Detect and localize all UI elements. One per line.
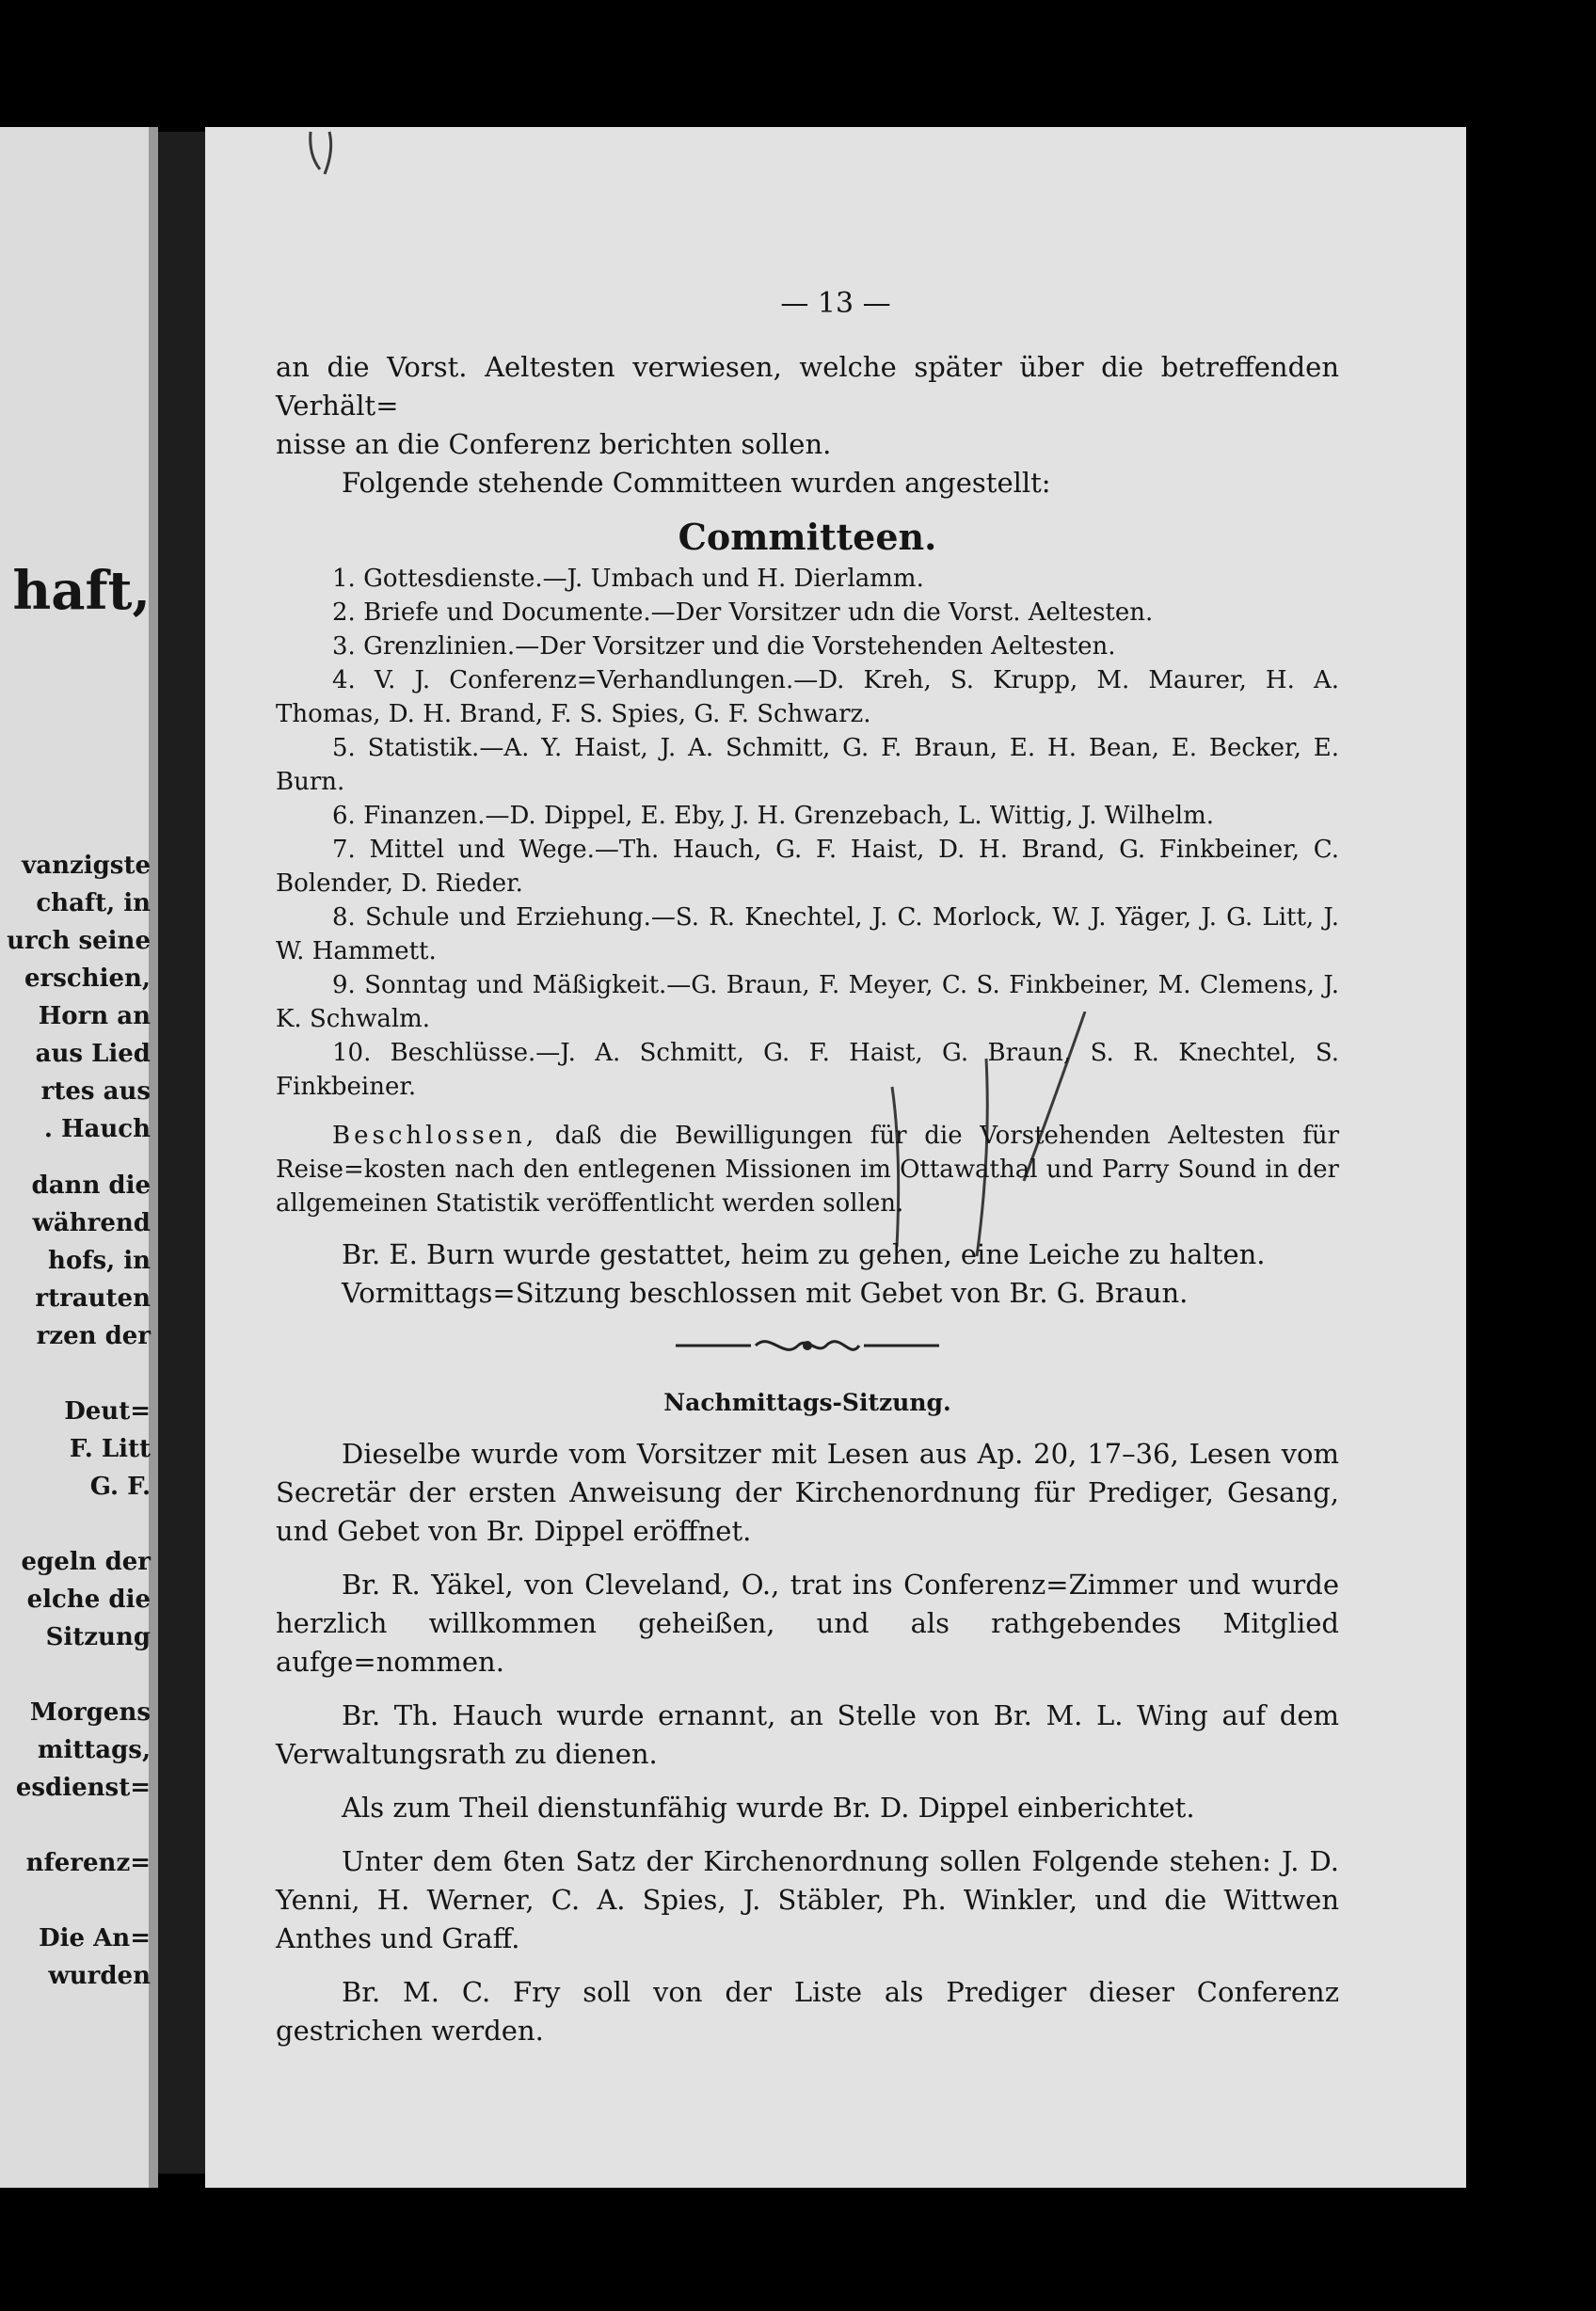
paragraph: Br. R. Yäkel, von Cleveland, O., trat ins Conferenz=Zimmer und wurde herzlich willkommen geheißen, und als rathgebendes Mitglied aufge=nommen. [276, 1569, 1339, 1678]
left-fragment: mittags, [37, 1736, 151, 1764]
committees-heading: Committeen. [678, 516, 937, 558]
page-fold [149, 127, 158, 2188]
resolution-word: Beschlossen, [332, 1122, 538, 1150]
intro-line: an die Vorst. Aeltesten verwiesen, welche später über die betreffenden Verhält= [276, 351, 1339, 422]
intro-line: nisse an die Conferenz berichten sollen. [276, 428, 832, 460]
left-fragment: während [32, 1209, 151, 1237]
left-fragment: . Hauch [43, 1115, 151, 1143]
resolution-text: daß die Bewilligungen für die Vorstehenden Aeltesten für Reise=kosten nach den entlegenen Missionen im Ottawathal und Parry Sound in der allgemeinen Statistik veröffentlicht werden sollen. [276, 1122, 1340, 1218]
page-number: — 13 — [780, 287, 891, 320]
left-fragment: esdienst= [15, 1774, 151, 1802]
paragraph: Br. Th. Hauch wurde ernannt, an Stelle von Br. M. L. Wing auf dem Verwaltungsrath zu dienen. [276, 1699, 1339, 1770]
page-body [276, 348, 1339, 2050]
ornament-divider [276, 1331, 1339, 1370]
left-fragment: elche die [26, 1586, 151, 1614]
resolution-paragraph [276, 1119, 1339, 1220]
list-item: 1. Gottesdienste.—J. Umbach und H. Dierlamm. [332, 565, 924, 593]
paragraph: Als zum Theil dienstunfähig wurde Br. D. Dippel einberichtet. [342, 1792, 1195, 1824]
left-page-fragment [0, 127, 158, 2188]
list-item: 5. Statistik.—A. Y. Haist, J. A. Schmitt, G. F. Braun, E. H. Bean, E. Becker, E. Burn. [276, 734, 1339, 796]
left-fragment: chaft, in [36, 889, 151, 917]
left-fragment: dann die [31, 1171, 151, 1200]
left-fragment: urch seine [7, 927, 151, 955]
left-fragment: Morgens [29, 1698, 151, 1727]
left-fragment: G. F. [89, 1473, 151, 1501]
list-item: 4. V. J. Conferenz=Verhandlungen.—D. Kreh, S. Krupp, M. Maurer, H. A. Thomas, D. H. Brand, F. S. Spies, G. F. Schwarz. [276, 666, 1339, 728]
list-item: 7. Mittel und Wege.—Th. Hauch, G. F. Haist, D. H. Brand, G. Finkbeiner, C. Bolender, D. Rieder. [276, 836, 1339, 898]
left-fragment: Sitzung [45, 1623, 151, 1651]
book-gutter [158, 132, 205, 2174]
left-fragment: rtrauten [35, 1284, 151, 1313]
committee-list [276, 562, 1339, 1220]
paragraph: Vormittags=Sitzung beschlossen mit Gebet von Br. G. Braun. [342, 1277, 1189, 1309]
left-fragment: Die An= [39, 1924, 151, 1952]
paragraph: Br. M. C. Fry soll von der Liste als Prediger dieser Conferenz gestrichen werden. [276, 1976, 1339, 2047]
left-fragment: Deut= [64, 1397, 151, 1426]
left-fragment: wurden [48, 1962, 151, 1990]
afternoon-session-heading: Nachmittags-Sitzung. [663, 1389, 951, 1416]
list-item: 6. Finanzen.—D. Dippel, E. Eby, J. H. Grenzebach, L. Wittig, J. Wilhelm. [332, 802, 1215, 830]
left-fragment: Horn an [38, 1002, 151, 1030]
paragraph: Unter dem 6ten Satz der Kirchenordnung sollen Folgende stehen: J. D. Yenni, H. Werner, C. A. Spies, J. Stäbler, Ph. Winkler, und die Wittwen Anthes und Graff. [276, 1845, 1339, 1954]
left-fragment: rzen der [36, 1322, 151, 1350]
left-fragment: F. Litt [69, 1435, 151, 1463]
left-fragment: egeln der [21, 1548, 151, 1576]
list-item: 9. Sonntag und Mäßigkeit.—G. Braun, F. Meyer, C. S. Finkbeiner, M. Clemens, J. K. Schwalm. [276, 971, 1339, 1033]
left-fragment: nferenz= [25, 1849, 151, 1877]
ornament-icon [666, 1331, 949, 1360]
left-fragment: haft, [12, 560, 151, 622]
intro-line: Folgende stehende Committeen wurden angestellt: [342, 467, 1051, 499]
document-page [205, 127, 1466, 2188]
left-fragment: aus Lied [35, 1040, 151, 1068]
left-fragment: erschien, [24, 964, 151, 993]
left-fragment: vanzigste [22, 852, 151, 880]
list-item: 3. Grenzlinien.—Der Vorsitzer und die Vorstehenden Aeltesten. [332, 632, 1116, 661]
list-item: 2. Briefe und Documente.—Der Vorsitzer udn die Vorst. Aeltesten. [332, 598, 1154, 627]
paragraph: Dieselbe wurde vom Vorsitzer mit Lesen aus Ap. 20, 17–36, Lesen vom Secretär der ersten Anweisung der Kirchenordnung für Prediger, Gesang, und Gebet von Br. Dippel eröffnet. [276, 1438, 1339, 1547]
list-item: 8. Schule und Erziehung.—S. R. Knechtel, J. C. Morlock, W. J. Yäger, J. G. Litt, J. W. Hammett. [276, 903, 1339, 965]
left-fragment: rtes aus [40, 1077, 151, 1106]
pencil-mark-icon [292, 127, 348, 183]
paragraph: Br. E. Burn wurde gestattet, heim zu gehen, eine Leiche zu halten. [342, 1238, 1266, 1270]
left-fragment: hofs, in [48, 1247, 151, 1275]
list-item: 10. Beschlüsse.—J. A. Schmitt, G. F. Haist, G. Braun, S. R. Knechtel, S. Finkbeiner. [276, 1039, 1339, 1101]
